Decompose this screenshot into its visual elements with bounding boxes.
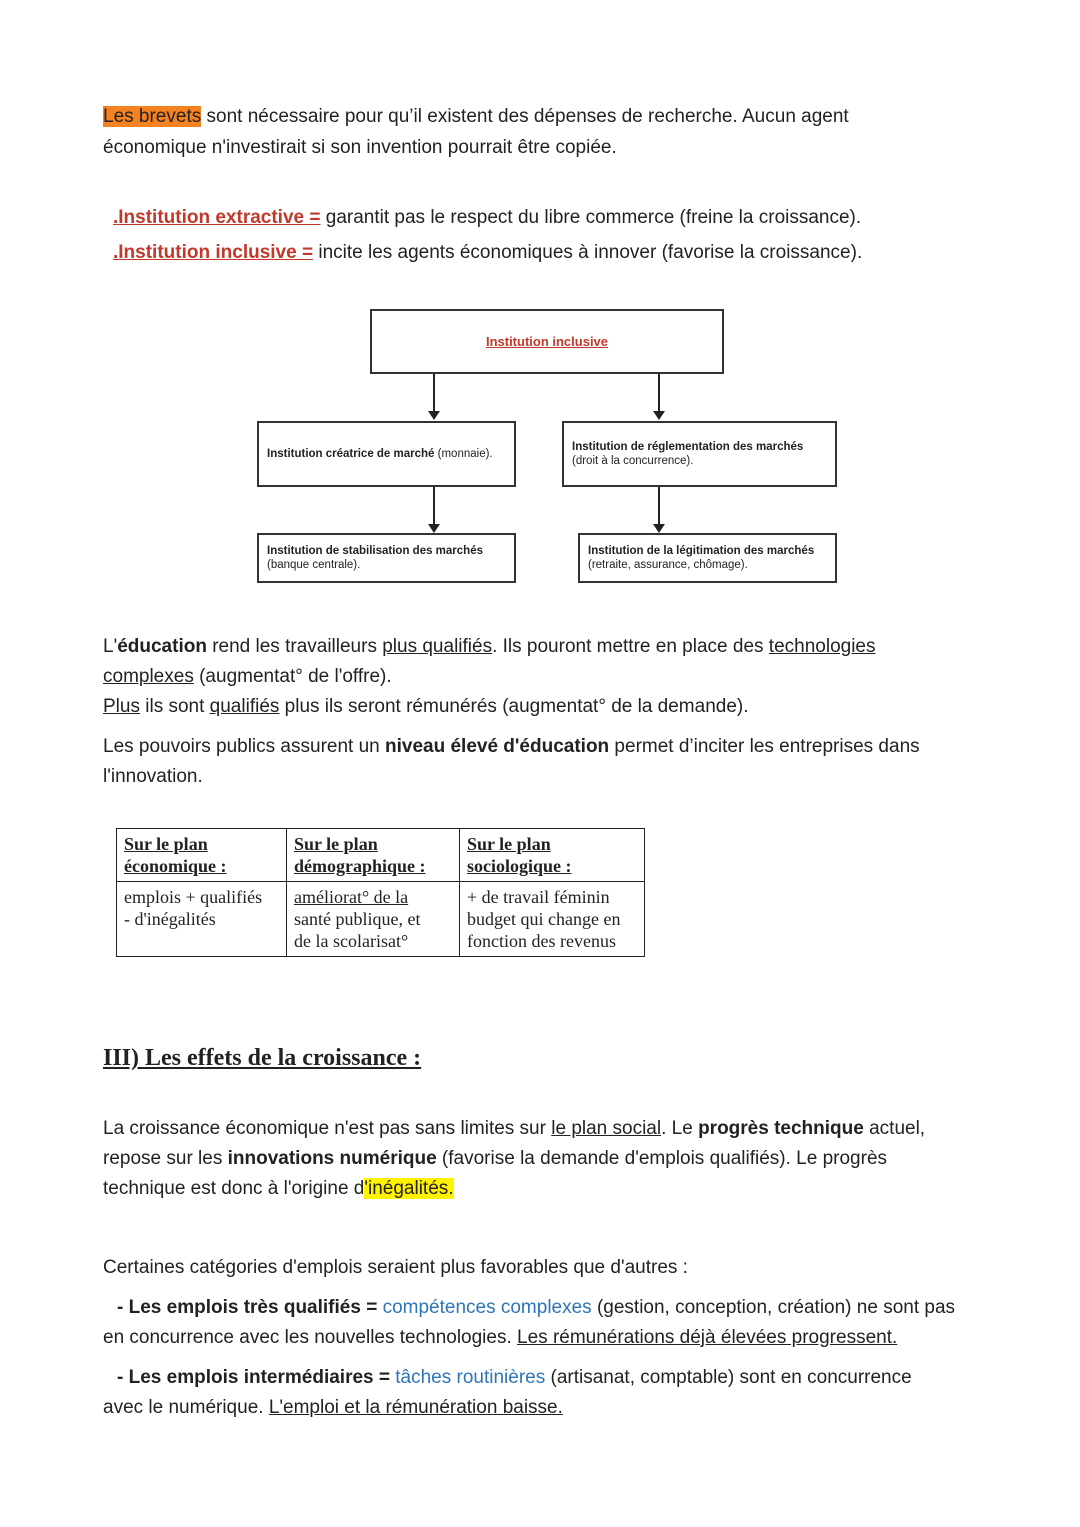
arrow-down-icon [653, 524, 665, 533]
categories-intro: Certaines catégories d'emplois seraient plus favorables que d'autres : [103, 1257, 688, 1278]
section-title: III) Les effets de la croissance : [103, 1045, 422, 1071]
arrow-down-icon [653, 411, 665, 420]
category-1-line-2: en concurrence avec les nouvelles technologies. Les rémunérations déjà élevées progressent. [103, 1327, 898, 1348]
definition-extractive: .Institution extractive = garantit pas le respect du libre commerce (freine la croissance). [113, 207, 862, 228]
header-demographic: Sur le plan démographique : [287, 829, 460, 882]
public-powers-line-1: Les pouvoirs publics assurent un niveau élevé d'éducation permet d’inciter les entreprises dans [103, 736, 920, 757]
connector-line [433, 487, 435, 525]
header-economic: Sur le plan économique : [117, 829, 287, 882]
category-2-line-1: - Les emplois intermédiaires = tâches routinières (artisanat, comptable) sont en concurrence [117, 1367, 912, 1388]
connector-line [658, 374, 660, 412]
public-powers-line-2: l'innovation. [103, 766, 203, 787]
effects-line-3: technique est donc à l'origine d'inégalités. [103, 1178, 454, 1199]
effects-table [116, 828, 645, 957]
effects-line-1: La croissance économique n'est pas sans limites sur le plan social. Le progrès technique actuel, [103, 1118, 926, 1139]
definition-inclusive: .Institution inclusive = incite les agents économiques à innover (favorise la croissance). [113, 242, 863, 263]
diagram-box-market-regulation: Institution de réglementation des marchés (droit à la concurrence). [562, 421, 837, 487]
intro-line-2: économique n'investirait si son invention pourrait être copiée. [103, 137, 617, 158]
diagram-root-box: Institution inclusive [370, 309, 724, 374]
table-header-row [117, 829, 645, 882]
connector-line [433, 374, 435, 412]
table-cell: + de travail féminin budget qui change en fonction des revenus [460, 882, 645, 957]
arrow-down-icon [428, 411, 440, 420]
effects-line-2: repose sur les innovations numérique (favorise la demande d'emplois qualifiés). Le progrès [103, 1148, 888, 1169]
connector-line [658, 487, 660, 525]
diagram-box-market-creation: Institution créatrice de marché (monnaie). [257, 421, 516, 487]
table-cell: améliorat° de la santé publique, et de la scolarisat° [287, 882, 460, 957]
brevets-highlight: Les brevets [103, 106, 202, 127]
diagram-box-market-stabilisation: Institution de stabilisation des marchés (banque centrale). [257, 533, 516, 583]
education-line-2: complexes (augmentat° de l'offre). [103, 666, 392, 687]
education-line-3: Plus ils sont qualifiés plus ils seront rémunérés (augmentat° de la demande). [103, 696, 749, 717]
header-sociological: Sur le plan sociologique : [460, 829, 645, 882]
education-line-1: L'éducation rend les travailleurs plus qualifiés. Ils pouront mettre en place des technologies [103, 636, 876, 657]
table-row [117, 882, 645, 957]
category-2-line-2: avec le numérique. L'emploi et la rémunération baisse. [103, 1397, 563, 1418]
table-cell: emplois + qualifiés - d'inégalités [117, 882, 287, 957]
arrow-down-icon [428, 524, 440, 533]
category-1-line-1: - Les emplois très qualifiés = compétences complexes (gestion, conception, création) ne sont pas [117, 1297, 956, 1318]
diagram-box-market-legitimation: Institution de la légitimation des marchés (retraite, assurance, chômage). [578, 533, 837, 583]
intro-line-1: Les brevets sont nécessaire pour qu’il existent des dépenses de recherche. Aucun agent [103, 106, 849, 127]
